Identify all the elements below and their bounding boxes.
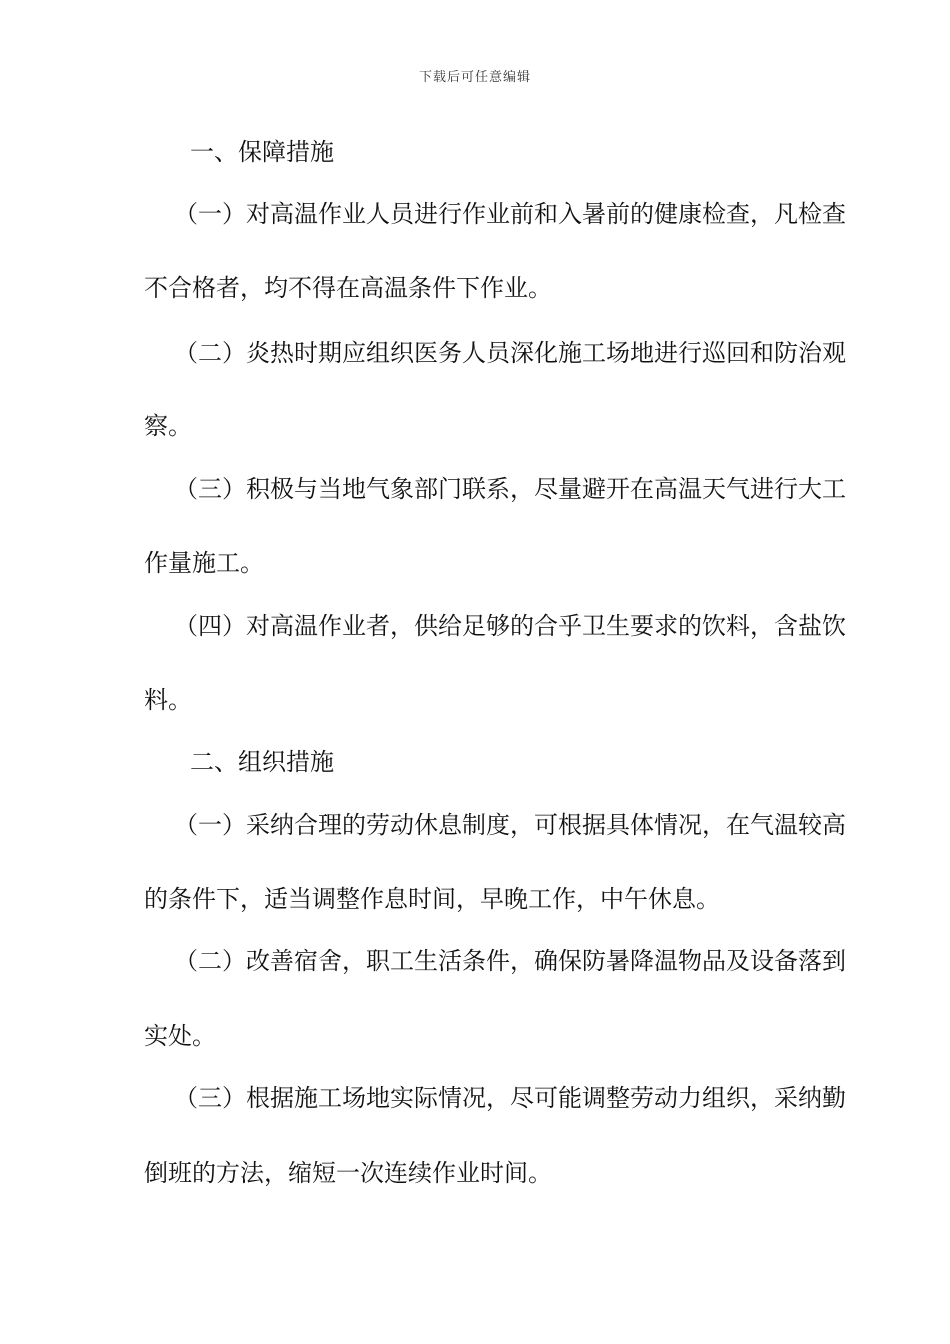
paragraph-line: （四）对高温作业者，供给足够的合乎卫生要求的饮料，含盐饮 (174, 612, 846, 640)
paragraph-line: 的条件下，适当调整作息时间，早晚工作，中午休息。 (144, 885, 720, 913)
paragraph-line: 作量施工。 (144, 549, 264, 577)
paragraph-line: 倒班的方法，缩短一次连续作业时间。 (144, 1159, 552, 1187)
paragraph-line: 实处。 (144, 1022, 216, 1050)
paragraph-line: （一）采纳合理的劳动休息制度，可根据具体情况，在气温较高 (174, 811, 846, 839)
paragraph-line: （一）对高温作业人员进行作业前和入暑前的健康检查，凡检查 (174, 200, 846, 228)
section-heading-safeguard: 一、保障措施 (190, 138, 334, 166)
paragraph-line: （三）积极与当地气象部门联系，尽量避开在高温天气进行大工 (174, 475, 846, 503)
paragraph-line: 不合格者，均不得在高温条件下作业。 (144, 274, 552, 302)
paragraph-line: 察。 (144, 412, 192, 440)
paragraph-line: 料。 (144, 686, 192, 714)
paragraph-line: （三）根据施工场地实际情况，尽可能调整劳动力组织，采纳勤 (174, 1084, 846, 1112)
paragraph-line: （二）炎热时期应组织医务人员深化施工场地进行巡回和防治观 (174, 339, 846, 367)
page-header-note: 下载后可任意编辑 (418, 70, 531, 85)
section-heading-organization: 二、组织措施 (190, 748, 334, 776)
paragraph-line: （二）改善宿舍，职工生活条件，确保防暑降温物品及设备落到 (174, 947, 846, 975)
